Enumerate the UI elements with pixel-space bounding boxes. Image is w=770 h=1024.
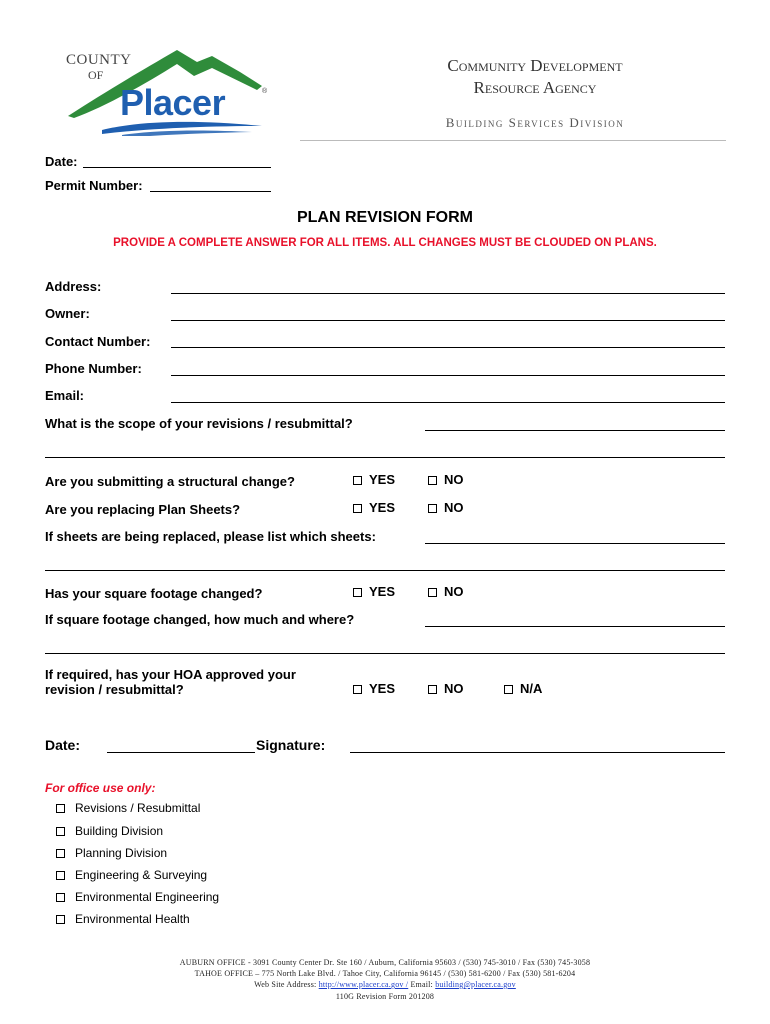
footer-email-link[interactable]: building@placer.ca.gov bbox=[435, 980, 516, 989]
footer-email-label: Email: bbox=[408, 980, 436, 989]
sheets-field-2[interactable] bbox=[45, 570, 725, 571]
office-checkbox[interactable] bbox=[56, 804, 65, 813]
structural-no-label: NO bbox=[444, 472, 464, 487]
sign-date-field[interactable] bbox=[107, 752, 255, 753]
footer-contact-line bbox=[0, 980, 770, 989]
address-label: Address: bbox=[45, 279, 102, 294]
structural-question: Are you submitting a structural change? bbox=[45, 474, 295, 489]
replacing-yes-option[interactable] bbox=[353, 500, 395, 515]
replacing-no-option[interactable] bbox=[428, 500, 464, 515]
scope-question: What is the scope of your revisions / resubmittal? bbox=[45, 416, 353, 431]
scope-field-1[interactable] bbox=[425, 430, 725, 431]
sqft-no-option[interactable] bbox=[428, 584, 464, 599]
hoa-yes-label: YES bbox=[369, 681, 396, 696]
permit-number-field[interactable] bbox=[150, 191, 271, 192]
contact-number-label: Contact Number: bbox=[45, 334, 151, 349]
office-item-label: Planning Division bbox=[75, 846, 168, 860]
sqft-yes-label: YES bbox=[369, 584, 396, 599]
office-checkbox[interactable] bbox=[56, 827, 65, 836]
footer-website-link[interactable]: http://www.placer.ca.gov / bbox=[318, 980, 409, 989]
hoa-question-line1: If required, has your HOA approved your bbox=[45, 667, 296, 682]
replacing-question: Are you replacing Plan Sheets? bbox=[45, 502, 241, 517]
structural-yes-checkbox[interactable] bbox=[353, 476, 362, 485]
sqft-detail-question: If square footage changed, how much and where? bbox=[45, 612, 355, 627]
office-checkbox[interactable] bbox=[56, 871, 65, 880]
agency-name-line2: Resource Agency bbox=[473, 78, 597, 97]
sqft-no-checkbox[interactable] bbox=[428, 588, 437, 597]
form-instruction: PROVIDE A COMPLETE ANSWER FOR ALL ITEMS. ALL CHANGES MUST BE CLOUDED ON PLANS. bbox=[113, 237, 657, 249]
sqft-detail-field-1[interactable] bbox=[425, 626, 725, 627]
office-item-planning[interactable] bbox=[56, 846, 167, 860]
agency-name-line1: Community Development bbox=[447, 56, 623, 75]
logo-county-text: COUNTY bbox=[66, 52, 132, 68]
structural-yes-option[interactable] bbox=[353, 472, 395, 487]
office-item-building[interactable] bbox=[56, 824, 163, 838]
replacing-yes-label: YES bbox=[369, 500, 396, 515]
footer-tahoe-office: TAHOE OFFICE – 775 North Lake Blvd. / Tahoe City, California 96145 / (530) 581-6200 / Fax (530) 581-6204 bbox=[194, 969, 576, 978]
hoa-yes-checkbox[interactable] bbox=[353, 685, 362, 694]
hoa-no-label: NO bbox=[444, 681, 464, 696]
sheets-question: If sheets are being replaced, please list which sheets: bbox=[45, 529, 376, 544]
hoa-na-label: N/A bbox=[520, 681, 543, 696]
sqft-yes-checkbox[interactable] bbox=[353, 588, 362, 597]
office-item-label: Revisions / Resubmittal bbox=[75, 801, 201, 815]
office-item-environmental-engineering[interactable] bbox=[56, 890, 219, 904]
phone-number-label: Phone Number: bbox=[45, 361, 142, 376]
signature-label: Signature: bbox=[256, 737, 326, 753]
hoa-na-checkbox[interactable] bbox=[504, 685, 513, 694]
hoa-question-line2: revision / resubmittal? bbox=[45, 682, 184, 697]
logo-placer-text: Placer bbox=[120, 82, 226, 123]
office-item-environmental-health[interactable] bbox=[56, 912, 190, 926]
office-item-label: Engineering & Surveying bbox=[75, 868, 208, 882]
office-item-engineering[interactable] bbox=[56, 868, 207, 882]
logo-of-text: OF bbox=[88, 68, 104, 82]
structural-no-checkbox[interactable] bbox=[428, 476, 437, 485]
sqft-yes-option[interactable] bbox=[353, 584, 395, 599]
header-divider bbox=[300, 140, 726, 141]
scope-field-2[interactable] bbox=[45, 457, 725, 458]
sqft-no-label: NO bbox=[444, 584, 464, 599]
email-label: Email: bbox=[45, 388, 85, 403]
office-item-label: Building Division bbox=[75, 824, 164, 838]
owner-field[interactable] bbox=[171, 320, 725, 321]
division-name: Building Services Division bbox=[445, 115, 625, 130]
office-checkbox[interactable] bbox=[56, 849, 65, 858]
logo-trademark: ® bbox=[262, 88, 268, 95]
owner-label: Owner: bbox=[45, 306, 90, 321]
office-checkbox[interactable] bbox=[56, 893, 65, 902]
form-title: PLAN REVISION FORM bbox=[296, 209, 473, 226]
contact-number-field[interactable] bbox=[171, 347, 725, 348]
permit-number-label: Permit Number: bbox=[45, 178, 143, 193]
hoa-na-option[interactable] bbox=[504, 681, 542, 696]
hoa-no-checkbox[interactable] bbox=[428, 685, 437, 694]
sign-date-label: Date: bbox=[45, 737, 81, 753]
replacing-no-checkbox[interactable] bbox=[428, 504, 437, 513]
phone-number-field[interactable] bbox=[171, 375, 725, 376]
structural-no-option[interactable] bbox=[428, 472, 464, 487]
top-date-label: Date: bbox=[45, 154, 78, 169]
office-checkbox[interactable] bbox=[56, 915, 65, 924]
sqft-detail-field-2[interactable] bbox=[45, 653, 725, 654]
office-use-heading: For office use only: bbox=[45, 781, 156, 795]
replacing-yes-checkbox[interactable] bbox=[353, 504, 362, 513]
footer-website-label: Web Site Address: bbox=[254, 980, 319, 989]
address-field[interactable] bbox=[171, 293, 725, 294]
county-logo bbox=[62, 46, 272, 136]
structural-yes-label: YES bbox=[369, 472, 396, 487]
hoa-no-option[interactable] bbox=[428, 681, 464, 696]
office-item-revisions[interactable] bbox=[56, 801, 200, 815]
sheets-field-1[interactable] bbox=[425, 543, 725, 544]
hoa-yes-option[interactable] bbox=[353, 681, 395, 696]
top-date-field[interactable] bbox=[83, 167, 271, 168]
office-item-label: Environmental Health bbox=[75, 912, 190, 926]
footer-auburn-office: AUBURN OFFICE - 3091 County Center Dr. Ste 160 / Auburn, California 95603 / (530) 745-3010 / Fax (530) 745-3058 bbox=[179, 958, 591, 967]
email-field[interactable] bbox=[171, 402, 725, 403]
sqft-question: Has your square footage changed? bbox=[45, 586, 263, 601]
footer-form-id: 110G Revision Form 201208 bbox=[335, 992, 435, 1001]
signature-field[interactable] bbox=[350, 752, 725, 753]
office-item-label: Environmental Engineering bbox=[75, 890, 220, 904]
replacing-no-label: NO bbox=[444, 500, 464, 515]
